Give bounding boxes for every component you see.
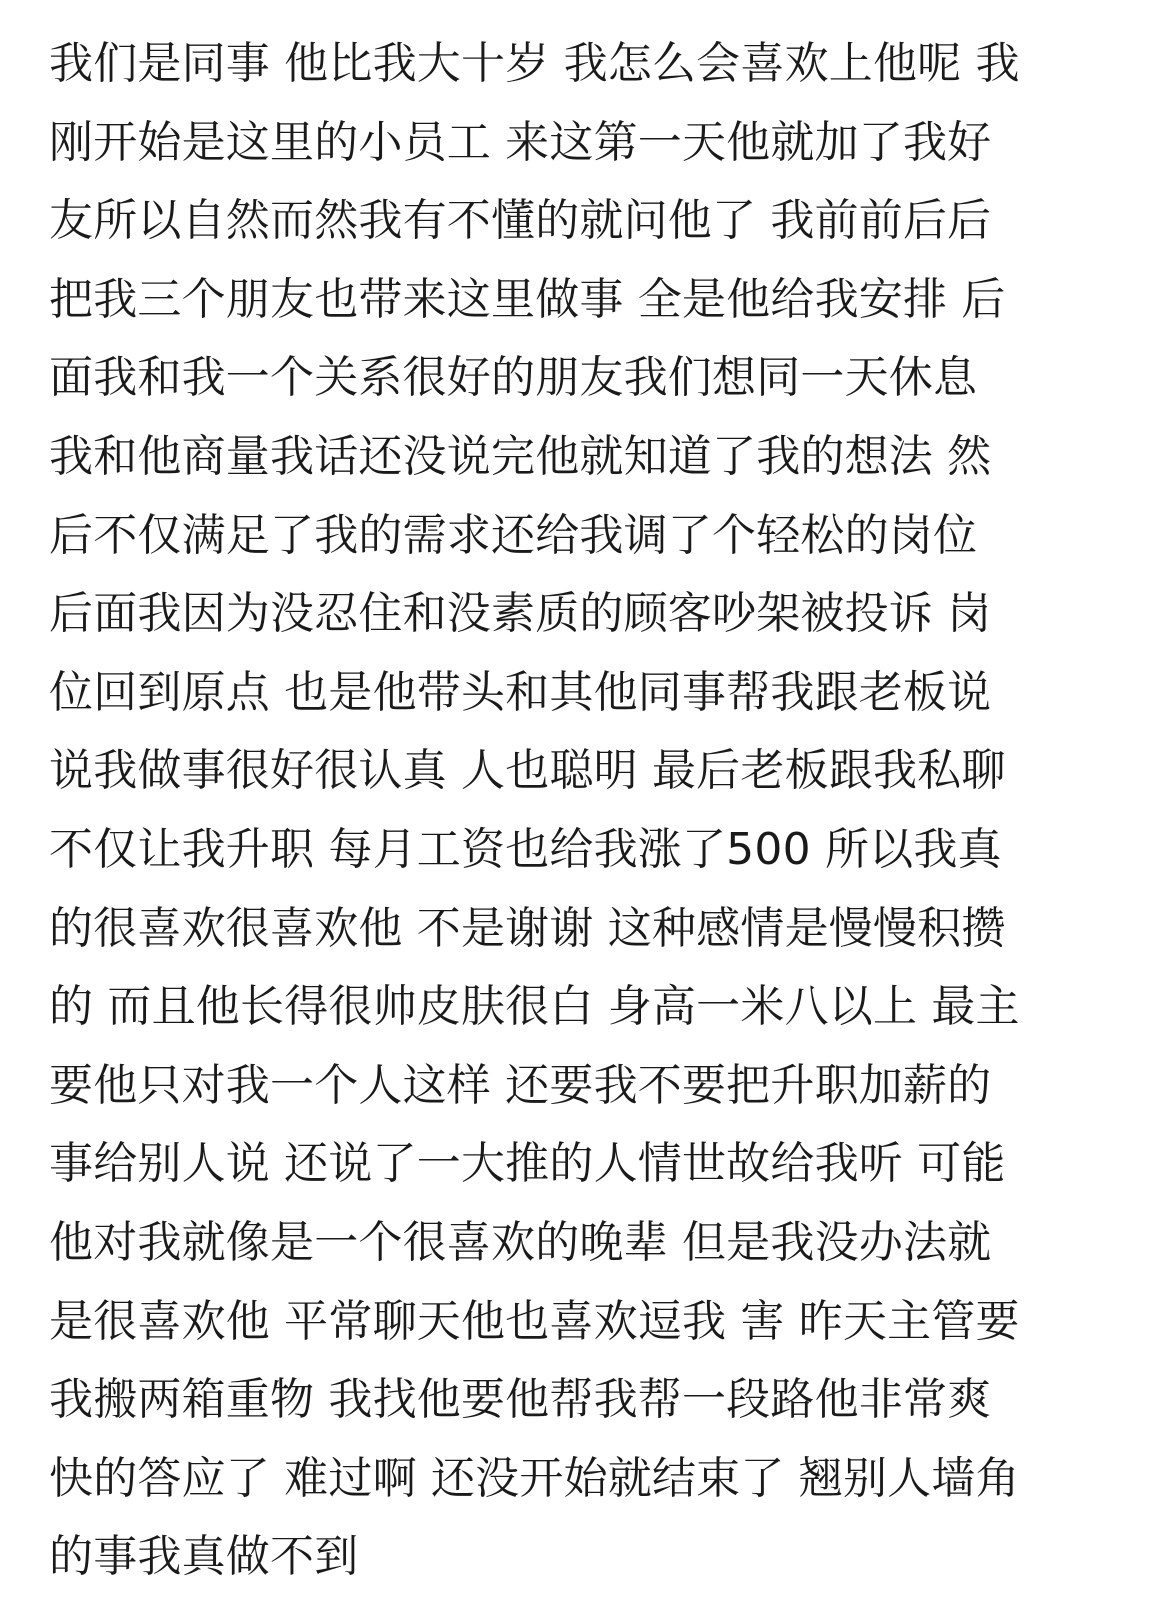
text-line-18: 我搬两箱重物 我找他要他帮我帮一段路他非常爽 <box>49 1374 992 1426</box>
text-line-5: 面我和我一个关系很好的朋友我们想同一天休息 <box>49 352 978 404</box>
text-line-20: 的事我真做不到 <box>49 1531 359 1583</box>
text-line-13: 的 而且他长得很帅皮肤很白 身高一米八以上 最主 <box>49 981 1020 1033</box>
text-line-12: 的很喜欢很喜欢他 不是谢谢 这种感情是慢慢积攒 <box>49 902 1006 954</box>
text-line-16: 他对我就像是一个很喜欢的晚辈 但是我没办法就 <box>49 1216 992 1268</box>
text-line-3: 友所以自然而然我有不懂的就问他了 我前前后后 <box>49 195 992 247</box>
text-line-9: 位回到原点 也是他带头和其他同事帮我跟老板说 <box>49 666 992 718</box>
text-line-14: 要他只对我一个人这样 还要我不要把升职加薪的 <box>49 1059 992 1111</box>
text-line-17: 是很喜欢他 平常聊天他也喜欢逗我 害 昨天主管要 <box>49 1295 1020 1347</box>
text-line-19: 快的答应了 难过啊 还没开始就结束了 翘别人墙角 <box>49 1452 1020 1504</box>
text-line-2: 刚开始是这里的小员工 来这第一天他就加了我好 <box>49 116 992 168</box>
text-line-10: 说我做事很好很认真 人也聪明 最后老板跟我私聊 <box>49 745 1006 797</box>
text-line-11: 不仅让我升职 每月工资也给我涨了500 所以我真 <box>49 823 1002 875</box>
text-line-8: 后面我因为没忍住和没素质的顾客吵架被投诉 岗 <box>49 588 992 640</box>
text-line-15: 事给别人说 还说了一大推的人情世故给我听 可能 <box>49 1138 1006 1190</box>
text-line-6: 我和他商量我话还没说完他就知道了我的想法 然 <box>49 430 992 482</box>
text-line-1: 我们是同事 他比我大十岁 我怎么会喜欢上他呢 我 <box>49 38 1020 89</box>
text-line-7: 后不仅满足了我的需求还给我调了个轻松的岗位 <box>49 509 978 561</box>
text-line-4: 把我三个朋友也带来这里做事 全是他给我安排 后 <box>49 273 1006 325</box>
